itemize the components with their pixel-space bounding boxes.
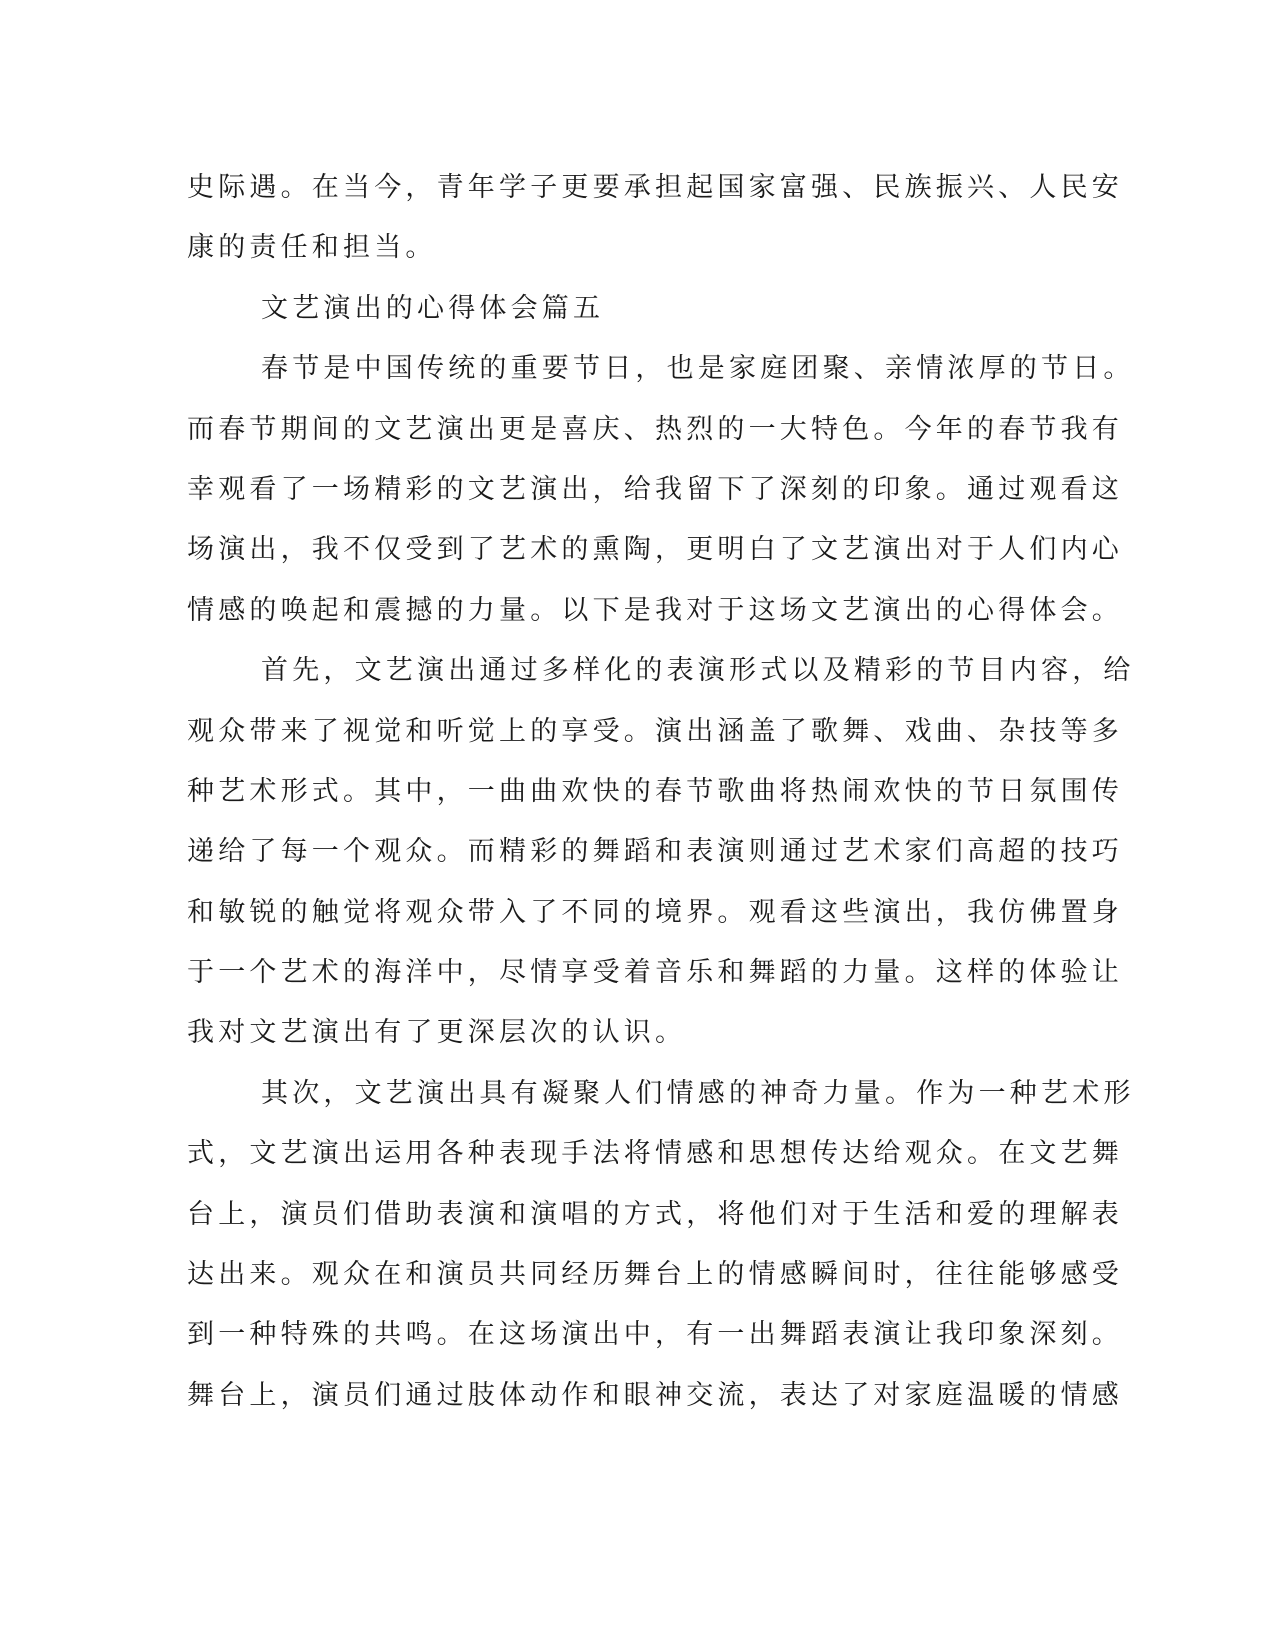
text-line: 康的责任和担当。 (187, 232, 437, 264)
text-line: 台上，演员们借助表演和演唱的方式，将他们对于生活和爱的理解表 (187, 1198, 1123, 1230)
text-line: 递给了每一个观众。而精彩的舞蹈和表演则通过艺术家们高超的技巧 (187, 836, 1123, 868)
text-line: 于一个艺术的海洋中，尽情享受着音乐和舞蹈的力量。这样的体验让 (187, 957, 1123, 989)
text-line: 情感的唤起和震撼的力量。以下是我对于这场文艺演出的心得体会。 (187, 594, 1123, 626)
paragraph-start: 其次，文艺演出具有凝聚人们情感的神奇力量。作为一种艺术形 (261, 1077, 1135, 1109)
text-line: 幸观看了一场精彩的文艺演出，给我留下了深刻的印象。通过观看这 (187, 473, 1123, 505)
section-heading: 文艺演出的心得体会篇五 (261, 292, 605, 324)
text-line: 舞台上，演员们通过肢体动作和眼神交流，表达了对家庭温暖的情感 (187, 1379, 1123, 1411)
text-line: 而春节期间的文艺演出更是喜庆、热烈的一大特色。今年的春节我有 (187, 413, 1123, 445)
text-line: 史际遇。在当今，青年学子更要承担起国家富强、民族振兴、人民安 (187, 172, 1123, 203)
paragraph-start: 首先，文艺演出通过多样化的表演形式以及精彩的节目内容，给 (261, 655, 1135, 687)
text-line: 到一种特殊的共鸣。在这场演出中，有一出舞蹈表演让我印象深刻。 (187, 1319, 1123, 1351)
paragraph-start: 春节是中国传统的重要节日，也是家庭团聚、亲情浓厚的节日。 (261, 353, 1135, 385)
text-line: 观众带来了视觉和听觉上的享受。演出涵盖了歌舞、戏曲、杂技等多 (187, 715, 1123, 747)
text-line: 式，文艺演出运用各种表现手法将情感和思想传达给观众。在文艺舞 (187, 1138, 1123, 1170)
text-line: 我对文艺演出有了更深层次的认识。 (187, 1017, 687, 1049)
text-line: 种艺术形式。其中，一曲曲欢快的春节歌曲将热闹欢快的节日氛围传 (187, 775, 1123, 807)
document-body (187, 158, 1135, 1426)
text-line: 和敏锐的触觉将观众带入了不同的境界。观看这些演出，我仿佛置身 (187, 896, 1123, 928)
text-line: 场演出，我不仅受到了艺术的熏陶，更明白了文艺演出对于人们内心 (187, 534, 1123, 566)
text-line: 达出来。观众在和演员共同经历舞台上的情感瞬间时，往往能够感受 (187, 1259, 1123, 1291)
